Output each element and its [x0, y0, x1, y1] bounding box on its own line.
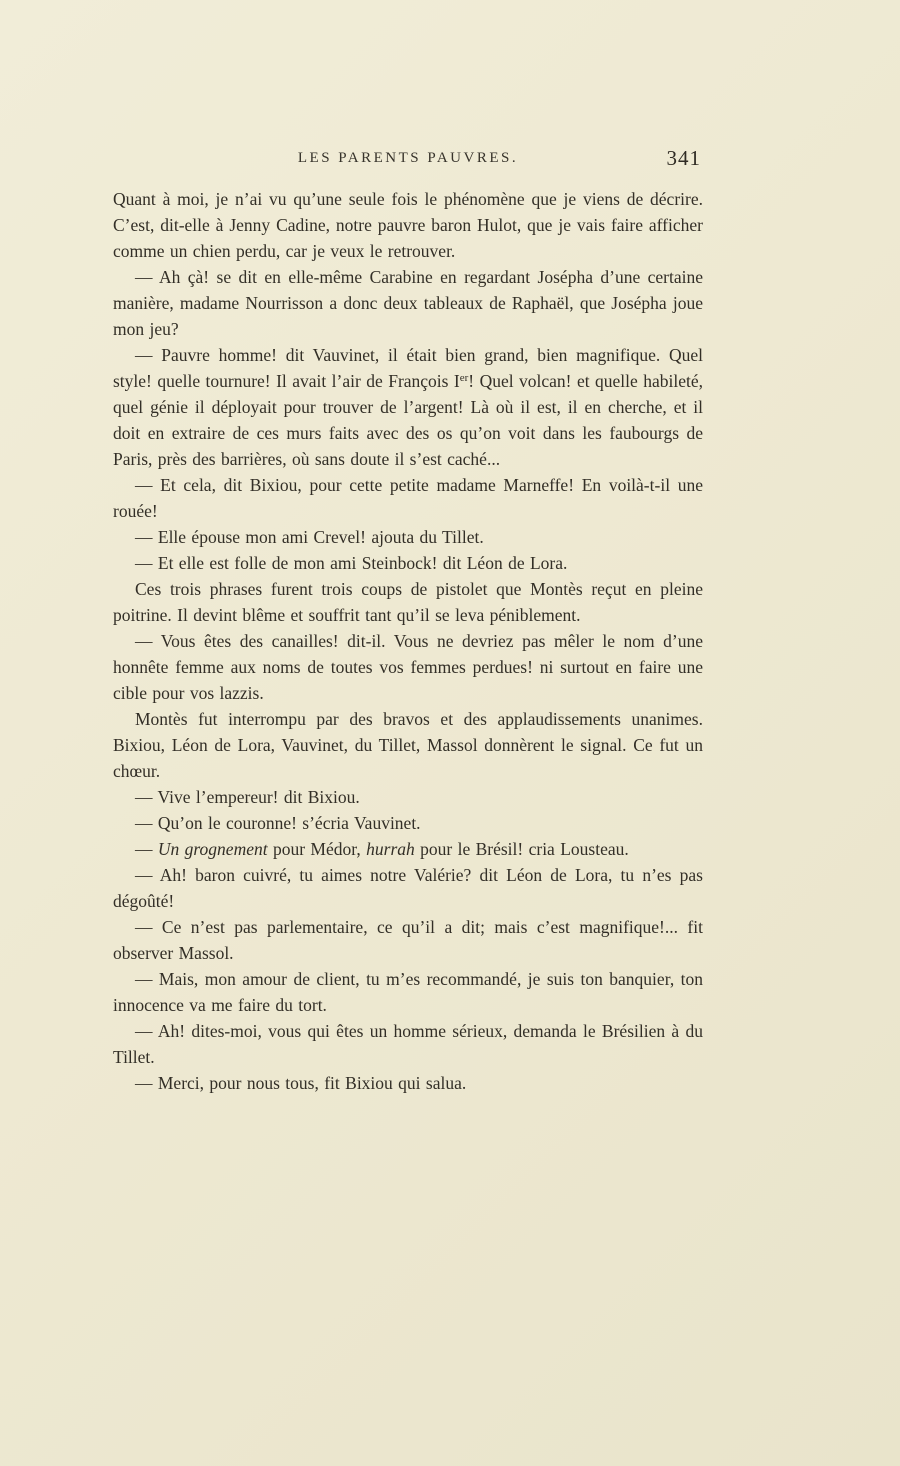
paragraph-12-end: pour le Brésil! cria Lousteau. [414, 839, 629, 859]
paragraph-12 [113, 836, 703, 862]
paragraph-13: — Ah! baron cuivré, tu aimes notre Valérie? dit Léon de Lora, tu n’es pas dégoûté! [113, 865, 703, 911]
page-header [113, 146, 703, 176]
paragraph-3-text-cont: ! Quel volcan! et quelle habileté, quel génie il déployait pour trouver de l’argent! Là où il est, il en cherche, et il doit en extraire de ces murs faits avec des os qu’on voit dans les faubourgs de Paris, près des barrières, où sans doute il s’est caché... [113, 371, 703, 469]
text-column [113, 146, 703, 1096]
paragraph-2: — Ah çà! se dit en elle-même Carabine en regardant Josépha d’une certaine manière, madame Nourrisson a donc deux tableaux de Raphaël, que Josépha joue mon jeu? [113, 267, 703, 339]
paragraph-1: Quant à moi, je n’ai vu qu’une seule fois le phénomène que je viens de décrire. C’est, dit-elle à Jenny Cadine, notre pauvre baron Hulot, que je vais faire afficher comme un chien perdu, car je veux le retrouver. [113, 189, 703, 261]
paragraph-10: — Vive l’empereur! dit Bixiou. [135, 787, 360, 807]
paragraph-12-dash: — [135, 839, 158, 859]
paragraph-3-text: — Pauvre homme! dit Vauvinet, il était bien grand, bien magnifique. Quel style! quelle tournure! Il avait l’air de François I [113, 345, 703, 391]
paragraph-12-mid: pour Médor, [267, 839, 367, 859]
running-title: LES PARENTS PAUVRES. [297, 150, 519, 166]
paragraph-17: — Merci, pour nous tous, fit Bixiou qui salua. [135, 1073, 467, 1093]
page-number: 341 [666, 146, 701, 170]
paragraph-4: — Et cela, dit Bixiou, pour cette petite madame Marneffe! En voilà-t-il une rouée! [113, 475, 703, 521]
paragraph-8: — Vous êtes des canailles! dit-il. Vous ne devriez pas mêler le nom d’une honnête femme aux noms de toutes vos femmes perdues! ni surtout en faire une cible pour vos lazzis. [113, 631, 703, 703]
paragraph-3 [113, 342, 703, 472]
paragraph-9: Montès fut interrompu par des bravos et des applaudissements unanimes. Bixiou, Léon de Lora, Vauvinet, du Tillet, Massol donnèrent le signal. Ce fut un chœur. [113, 709, 703, 781]
paragraph-12-italic-1: Un grognement [157, 839, 268, 859]
paragraph-7: Ces trois phrases furent trois coups de pistolet que Montès reçut en pleine poitrine. Il devint blême et souffrit tant qu’il se leva péniblement. [113, 579, 703, 625]
paragraph-14: — Ce n’est pas parlementaire, ce qu’il a dit; mais c’est magnifique!... fit observer Massol. [113, 917, 703, 963]
paragraph-6: — Et elle est folle de mon ami Steinbock! dit Léon de Lora. [135, 553, 568, 573]
paragraph-11: — Qu’on le couronne! s’écria Vauvinet. [135, 813, 421, 833]
superscript-er: er [459, 372, 469, 384]
page-body [113, 186, 703, 1096]
paragraph-12-italic-2: hurrah [366, 839, 415, 859]
paragraph-16: — Ah! dites-moi, vous qui êtes un homme sérieux, demanda le Brésilien à du Tillet. [113, 1021, 703, 1067]
paragraph-5: — Elle épouse mon ami Crevel! ajouta du Tillet. [135, 527, 484, 547]
paragraph-15: — Mais, mon amour de client, tu m’es recommandé, je suis ton banquier, ton innocence va me faire du tort. [113, 969, 703, 1015]
